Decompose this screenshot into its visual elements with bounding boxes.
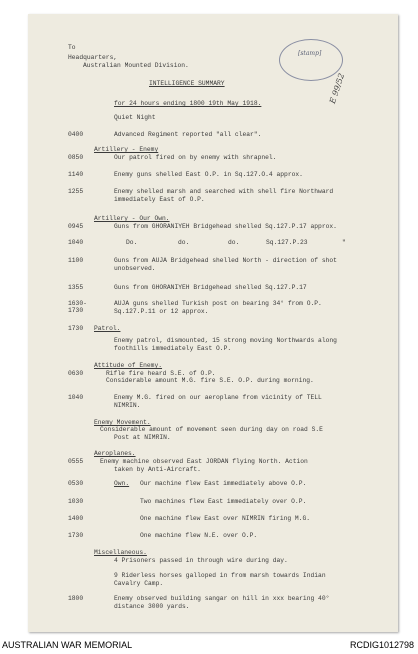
entry-0850: Our patrol fired on by enemy with shrapnel. (114, 154, 277, 161)
footer-record-id: RCDIG1012798 (349, 640, 414, 650)
addressee: Headquarters, (68, 54, 118, 61)
misc-line2: 9 Riderless horses galloped in from marsh towards Indian (114, 572, 326, 579)
entry-1730b: One machine flew N.E. over O.P. (140, 532, 258, 539)
misc-line3: Cavalry Camp. (114, 580, 164, 587)
entry-0555-line2: taken by Anti-Aircraft. (114, 466, 201, 473)
time-1100: 1100 (68, 257, 84, 264)
time-0945: 0945 (68, 223, 84, 230)
entry-0630-line1: Rifle fire heard S.E. of O.P. (106, 370, 216, 377)
entry-1630-line2: Sq.127.P.11 or 12 approx. (114, 308, 209, 315)
movement-line1: Considerable amount of movement seen during day on road S.E (100, 426, 323, 433)
entry-1040b-line2: NIMRIN. (114, 402, 141, 409)
heading-artillery-own: Artillery - Our Own. (94, 215, 170, 222)
heading-miscellaneous: Miscellaneous. (94, 549, 147, 556)
document-page (28, 14, 398, 632)
time-0400: 0400 (68, 131, 84, 138)
heading-attitude: Attitude of Enemy. (94, 362, 163, 369)
entry-1030: Two machines flew East immediately over O.P. (140, 498, 307, 505)
time-1400: 1400 (68, 515, 84, 522)
entry-1100-line2: unobserved. (114, 265, 156, 272)
misc-line1: 4 Prisoners passed in through wire during day. (114, 557, 288, 564)
entry-0945: Guns from GHORANIYEH Bridgehead shelled Sq.127.P.17 approx. (114, 223, 337, 230)
entry-0630-line2: Considerable amount M.G. fire S.E. O.P. during morning. (106, 377, 314, 384)
entry-1140: Enemy guns shelled East O.P. in Sq.127.O.4 approx. (114, 171, 303, 178)
time-1040b: 1040 (68, 394, 84, 401)
stamp-text: [stamp] (298, 50, 322, 57)
entry-1800-line1: Enemy observed building sangar on hill in xxx bearing 40° (114, 595, 330, 602)
heading-own: Own. (114, 480, 130, 487)
heading-movement: Enemy Movement. (94, 419, 151, 426)
to-line: To (68, 44, 76, 51)
time-0850: 0850 (68, 154, 84, 161)
time-0630: 0630 (68, 370, 84, 377)
heading-artillery-enemy: Artillery - Enemy (94, 146, 159, 153)
patrol-line1: Enemy patrol, dismounted, 15 strong moving Northwards along (114, 337, 337, 344)
time-1255: 1255 (68, 188, 84, 195)
entry-1355: Guns from GHORANIYEH Bridgehead shelled Sq.127.P.17 (114, 284, 307, 291)
summary-title: INTELLIGENCE SUMMARY (149, 80, 225, 87)
time-1730b: 1730 (68, 532, 84, 539)
entry-1040-square: Sq.127.P.23 (266, 239, 308, 246)
entry-1255-line1: Enemy shelled marsh and searched with shell fire Northward (114, 188, 334, 195)
time-1730: 1730 (68, 307, 84, 314)
entry-1255-line2: immediately East of O.P. (114, 196, 205, 203)
division: Australian Mounted Division. (83, 62, 189, 69)
entry-1800-line2: distance 3000 yards. (114, 603, 190, 610)
footer-source: AUSTRALIAN WAR MEMORIAL (2, 640, 133, 650)
entry-1400: One machine flew East over NIMRIN firing M.G. (140, 515, 311, 522)
entry-1040b-line1: Enemy M.G. fired on our aeroplane from vicinity of TELL (114, 394, 322, 401)
time-0530: 0530 (68, 480, 84, 487)
ditto-1: Do. (126, 239, 138, 246)
archive-stamp (279, 39, 343, 81)
ditto-mark: " (342, 239, 346, 246)
ditto-2: do. (178, 239, 190, 246)
time-1630: 1630- (68, 300, 87, 307)
patrol-line2: foothills immediately East O.P. (114, 345, 232, 352)
time-1140: 1140 (68, 171, 84, 178)
quiet-night: Quiet Night (114, 114, 156, 121)
archive-footer (0, 636, 418, 654)
time-1800: 1800 (68, 595, 84, 602)
entry-0530: Our machine flew East immediately above O.P. (140, 480, 307, 487)
heading-aeroplanes: Aeroplanes. (94, 450, 136, 457)
time-0555: 0555 (68, 458, 84, 465)
reference-number: E 99/52 (328, 72, 347, 105)
entry-1630-line1: AUJA guns shelled Turkish post on bearing 34° from O.P. (114, 300, 322, 307)
entry-0400: Advanced Regiment reported "all clear". (114, 131, 262, 138)
summary-period: for 24 hours ending 1800 19th May 1918. (114, 100, 262, 107)
time-patrol: 1730 (68, 325, 84, 332)
time-1030: 1030 (68, 498, 84, 505)
heading-patrol: Patrol. (94, 325, 121, 332)
entry-0555-line1: Enemy machine observed East JORDAN flying North. Action (100, 458, 308, 465)
time-1355: 1355 (68, 284, 84, 291)
entry-1100-line1: Guns from AUJA Bridgehead shelled North - direction of shot (114, 257, 337, 264)
time-1040: 1040 (68, 239, 84, 246)
ditto-3: do. (228, 239, 240, 246)
movement-line2: Post at NIMRIN. (114, 434, 171, 441)
